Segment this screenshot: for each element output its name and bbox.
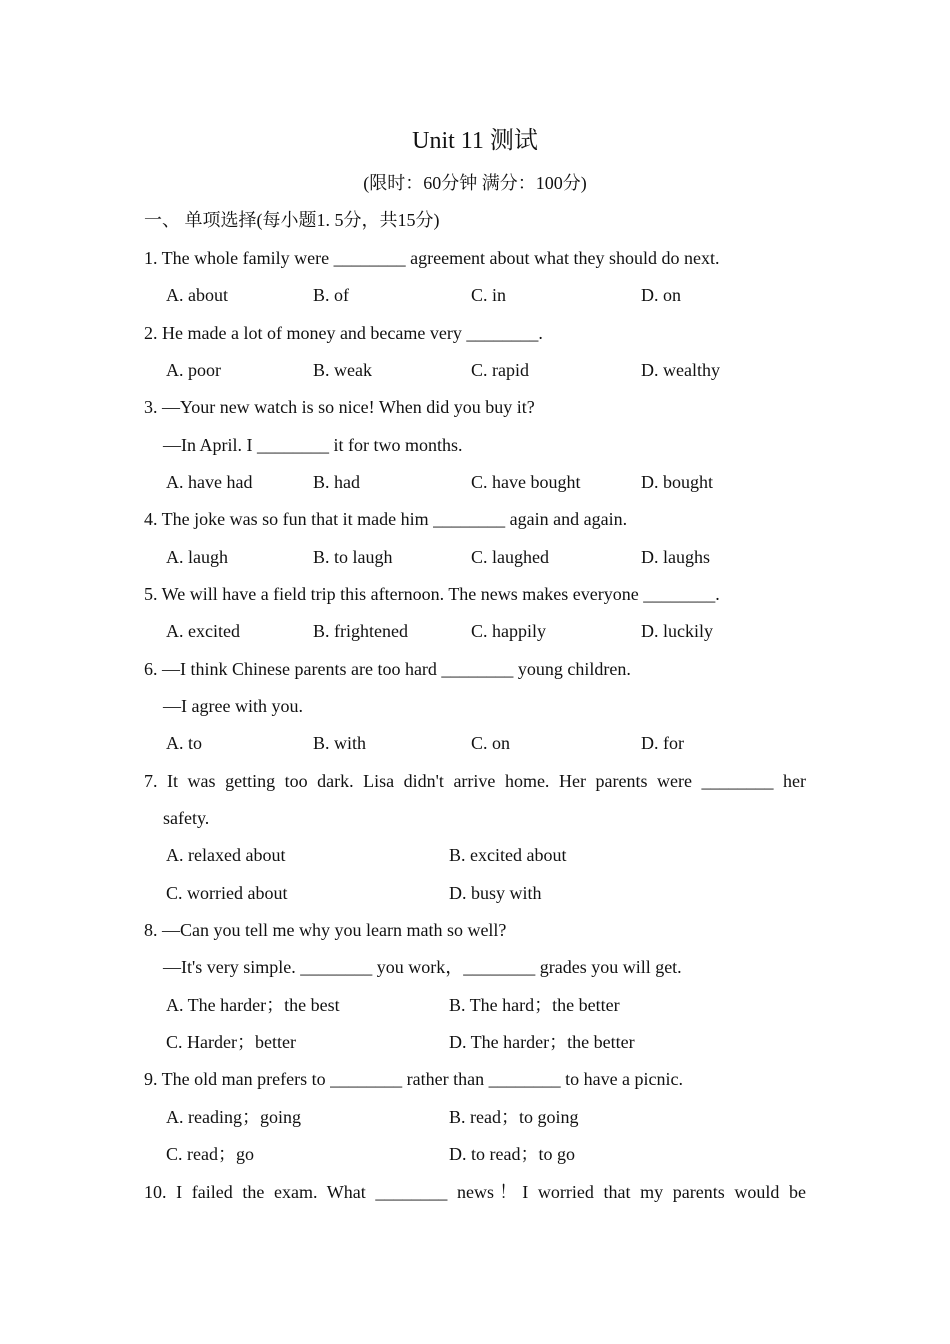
question-6-option-b: B. with <box>313 733 367 753</box>
question-1-option-b: B. of <box>313 285 349 305</box>
question-3-option-d: D. bought <box>641 472 713 492</box>
question-8-text: 8. —Can you tell me why you learn math so well? <box>144 920 507 940</box>
question-3-option-c: C. have bought <box>471 472 581 492</box>
question-5-option-c: C. happily <box>471 621 546 641</box>
question-3-text: 3. —Your new watch is so nice! When did you buy it? <box>144 397 535 417</box>
question-7-option-d: D. busy with <box>449 883 542 903</box>
question-5-option-a: A. excited <box>166 621 240 641</box>
question-9-text: 9. The old man prefers to ________ rather than ________ to have a picnic. <box>144 1069 684 1089</box>
question-7-option-a: A. relaxed about <box>166 845 286 865</box>
question-9-option-a: A. reading；going <box>166 1107 301 1127</box>
question-1-text: 1. The whole family were ________ agreement about what they should do next. <box>144 248 720 268</box>
question-2-option-b: B. weak <box>313 360 372 380</box>
question-6-text: 6. —I think Chinese parents are too hard ________ young children. <box>144 659 631 679</box>
question-9-option-b: B. read；to going <box>449 1107 579 1127</box>
question-3-text-line-2: —In April. I ________ it for two months. <box>163 435 463 455</box>
question-6-text-line-2: —I agree with you. <box>163 696 303 716</box>
question-1-option-a: A. about <box>166 285 228 305</box>
question-4-option-b: B. to laugh <box>313 547 393 567</box>
question-6-option-a: A. to <box>166 733 202 753</box>
question-4-option-d: D. laughs <box>641 547 710 567</box>
question-8-option-c: C. Harder；better <box>166 1032 296 1052</box>
page-title: Unit 11 测试 <box>412 128 538 154</box>
question-8-text-line-2: —It's very simple. ________ you work，________ grades you will get. <box>163 957 682 977</box>
question-8-option-a: A. The harder；the best <box>166 995 340 1015</box>
question-9-option-c: C. read；go <box>166 1144 254 1164</box>
question-6-option-d: D. for <box>641 733 684 753</box>
question-4-text: 4. The joke was so fun that it made him ________ again and again. <box>144 509 628 529</box>
question-7-text-line-2: safety. <box>163 808 210 828</box>
question-4-option-c: C. laughed <box>471 547 549 567</box>
question-1-option-d: D. on <box>641 285 681 305</box>
question-9-option-d: D. to read；to go <box>449 1144 575 1164</box>
question-7-text: 7. It was getting too dark. Lisa didn't arrive home. Her parents were ________ her <box>144 771 806 791</box>
question-8-option-d: D. The harder；the better <box>449 1032 635 1052</box>
question-8-option-b: B. The hard；the better <box>449 995 620 1015</box>
question-3-option-a: A. have had <box>166 472 253 492</box>
question-2-text: 2. He made a lot of money and became very ________. <box>144 323 543 343</box>
question-2-option-c: C. rapid <box>471 360 529 380</box>
question-7-option-b: B. excited about <box>449 845 567 865</box>
question-1-option-c: C. in <box>471 285 507 305</box>
question-4-option-a: A. laugh <box>166 547 228 567</box>
question-7-option-c: C. worried about <box>166 883 288 903</box>
question-5-text: 5. We will have a field trip this afternoon. The news makes everyone ________. <box>144 584 720 604</box>
question-2-option-a: A. poor <box>166 360 221 380</box>
section-heading: 一、 单项选择(每小题1. 5分，共15分) <box>144 210 440 230</box>
question-6-option-c: C. on <box>471 733 511 753</box>
question-5-option-d: D. luckily <box>641 621 713 641</box>
question-5-option-b: B. frightened <box>313 621 408 641</box>
question-10-text: 10. I failed the exam. What ________ news！I worried that my parents would be <box>144 1182 806 1202</box>
question-3-option-b: B. had <box>313 472 360 492</box>
exam-subtitle: (限时：60分钟 满分：100分) <box>363 173 587 193</box>
question-2-option-d: D. wealthy <box>641 360 720 380</box>
